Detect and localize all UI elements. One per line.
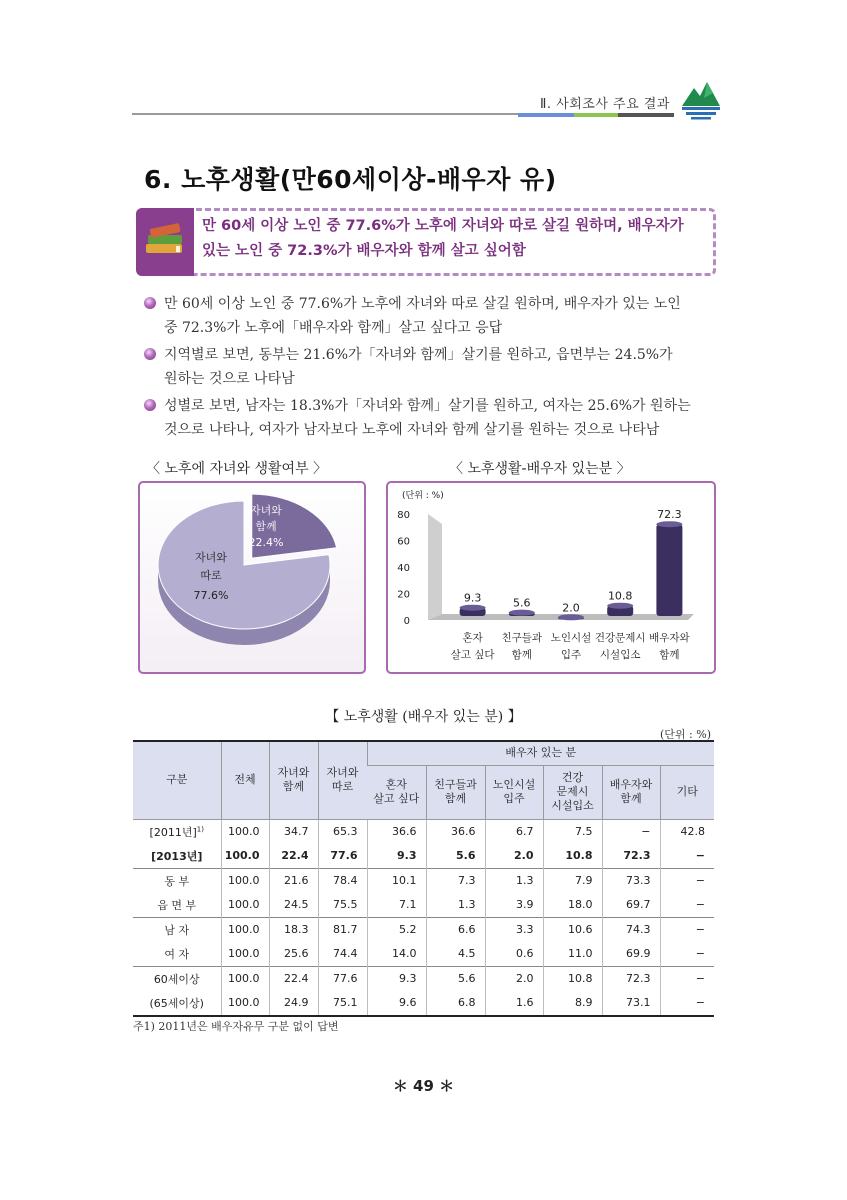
y-tick-label: 80 — [397, 510, 410, 521]
pie-chart-caption: 〈 노후에 자녀와 생활여부 〉 — [146, 461, 328, 477]
bar-chart-y-axis — [397, 510, 410, 627]
bullet-item — [144, 292, 714, 340]
row-label: 여 자 — [164, 947, 190, 961]
header-spouse-group: 배우자 있는 분 — [367, 741, 714, 765]
mountain-logo-icon — [680, 76, 722, 120]
x-tick-label: 시설입소 — [599, 649, 641, 661]
table-cell: − — [660, 966, 714, 991]
bar-cap — [607, 603, 633, 609]
summary-icon-panel — [136, 208, 194, 276]
bar-value-label: 10.8 — [607, 589, 633, 603]
summary-line-1: 만 60세 이상 노인 중 77.6%가 노후에 자녀와 따로 살길 원하며, 배우자가 — [202, 218, 684, 234]
pie-label-apart-2: 따로 — [200, 569, 222, 582]
table-cell: 74.4 — [318, 942, 367, 967]
table-cell: − — [660, 917, 714, 942]
row-label: 동 부 — [133, 868, 221, 893]
table-cell: 3.3 — [485, 917, 543, 942]
table-cell: 73.1 — [602, 991, 660, 1016]
table-cell: 100.0 — [221, 893, 269, 918]
header-health: 건강 문제시 시설입소 — [543, 765, 602, 819]
table-cell: 9.6 — [367, 991, 426, 1016]
table-cell: 2.0 — [485, 966, 543, 991]
x-tick-label: 건강문제시 — [594, 632, 646, 644]
table-cell: 77.6 — [318, 966, 367, 991]
bar-chart-wall — [428, 514, 442, 620]
bullet-item — [144, 343, 714, 391]
table-cell: 0.6 — [485, 942, 543, 967]
row-label: 읍 면 부 — [157, 898, 197, 912]
table-cell: 72.3 — [602, 966, 660, 991]
table-cell: 18.3 — [269, 917, 318, 942]
table-cell: 5.6 — [426, 844, 485, 869]
table-cell: 1.6 — [485, 991, 543, 1016]
table-cell: 2.0 — [485, 844, 543, 869]
header-accent-blue — [518, 113, 574, 117]
table-cell: 18.0 — [543, 893, 602, 918]
bar-chart-x-axis — [451, 631, 691, 661]
table-cell: − — [602, 819, 660, 844]
bar-cap — [509, 610, 535, 616]
table-cell: 7.3 — [426, 868, 485, 893]
x-tick-label: 친구들과 — [501, 632, 543, 644]
table-cell: 11.0 — [543, 942, 602, 967]
y-tick-label: 0 — [403, 616, 410, 627]
pie-value-apart: 77.6% — [193, 589, 229, 602]
y-tick-label: 60 — [397, 536, 410, 548]
table-cell: 72.3 — [602, 844, 660, 869]
bullet-dot-icon — [144, 348, 156, 360]
table-cell: 21.6 — [269, 868, 318, 893]
bar-value-label: 5.6 — [513, 596, 531, 610]
table-cell: 36.6 — [367, 819, 426, 844]
table-cell: 7.1 — [367, 893, 426, 918]
page-number: ＊ 49 ＊ — [392, 1077, 455, 1095]
bullet-line-2: 것으로 나타나, 여자가 남자보다 노후에 자녀와 함께 살기를 원하는 것으로 나타남 — [164, 422, 660, 438]
y-tick-label: 20 — [397, 589, 410, 601]
table-cell: − — [660, 991, 714, 1016]
x-tick-label: 살고 싶다 — [450, 649, 495, 661]
bullet-line-2: 원하는 것으로 나타남 — [164, 371, 295, 387]
table-cell: − — [660, 893, 714, 918]
pie-label-with-2: 함께 — [255, 520, 277, 533]
bar-chart-box — [386, 481, 716, 674]
table-cell: 10.6 — [543, 917, 602, 942]
y-tick-label: 40 — [397, 563, 410, 574]
table-row — [133, 991, 714, 1016]
x-tick-label: 혼자 — [462, 632, 483, 644]
table-row — [133, 917, 714, 942]
table-cell: 8.9 — [543, 991, 602, 1016]
header-other: 기타 — [660, 765, 714, 819]
table-cell: 9.3 — [367, 844, 426, 869]
header-friends: 친구들과 함께 — [426, 765, 485, 819]
table-cell: 100.0 — [221, 942, 269, 967]
table-cell: 100.0 — [221, 991, 269, 1016]
table-cell: 75.5 — [318, 893, 367, 918]
table-cell: 9.3 — [367, 966, 426, 991]
table-cell: 6.6 — [426, 917, 485, 942]
table-cell: − — [660, 942, 714, 967]
table-cell: 10.1 — [367, 868, 426, 893]
summary-text — [202, 214, 707, 264]
row-label: [2013년] — [151, 849, 203, 863]
bullet-line-2: 중 72.3%가 노후에「배우자와 함께」살고 싶다고 응답 — [164, 320, 503, 336]
pie-value-with: 22.4% — [248, 536, 284, 549]
table-cell: 100.0 — [221, 966, 269, 991]
bar-cap — [460, 605, 486, 611]
bar-chart-unit: (단위 : %) — [402, 491, 444, 501]
table-cell: 81.7 — [318, 917, 367, 942]
x-tick-label: 배우자와 — [649, 632, 690, 644]
table-cell: 100.0 — [221, 917, 269, 942]
page-title: 6. 노후생활(만60세이상-배우자 유) — [144, 165, 557, 194]
bar-cap — [558, 614, 584, 620]
bullet-line-1: 지역별로 보면, 동부는 21.6%가「자녀와 함께」살기를 원하고, 읍면부는 24.5%가 — [164, 347, 673, 363]
table-cell: 4.5 — [426, 942, 485, 967]
table-cell: 69.7 — [602, 893, 660, 918]
x-tick-label: 함께 — [511, 649, 532, 661]
table-cell: 36.6 — [426, 819, 485, 844]
table-cell: 77.6 — [318, 844, 367, 869]
table-cell: 73.3 — [602, 868, 660, 893]
header-accent-green — [574, 113, 618, 117]
table-cell: 25.6 — [269, 942, 318, 967]
header-apart: 자녀와 따로 — [318, 741, 367, 819]
table-cell: 74.3 — [602, 917, 660, 942]
header-category: 구분 — [133, 741, 221, 819]
table-unit: (단위 : %) — [660, 728, 711, 741]
header-facility: 노인시설 입주 — [485, 765, 543, 819]
table-cell: 75.1 — [318, 991, 367, 1016]
bullet-dot-icon — [144, 399, 156, 411]
bar-value-label: 9.3 — [463, 591, 482, 605]
bar-cap — [656, 521, 682, 527]
bar-chart — [388, 483, 714, 672]
table-cell: 14.0 — [367, 942, 426, 967]
table-cell: 22.4 — [269, 844, 318, 869]
table-row — [133, 966, 714, 991]
table-title: 【 노후생활 (배우자 있는 분) 】 — [325, 709, 522, 725]
table-cell: 3.9 — [485, 893, 543, 918]
pie-chart — [140, 483, 364, 672]
table-row — [133, 844, 714, 869]
header-total: 전체 — [221, 741, 269, 819]
table-cell: 6.8 — [426, 991, 485, 1016]
table-cell: 7.9 — [543, 868, 602, 893]
pie-label-with-1: 자녀와 — [250, 504, 282, 517]
bullet-line-1: 성별로 보면, 남자는 18.3%가「자녀와 함께」살기를 원하고, 여자는 25.6%가 원하는 — [164, 398, 691, 414]
table-row — [133, 819, 714, 844]
bullet-dot-icon — [144, 297, 156, 309]
x-tick-label: 노인시설 — [550, 632, 592, 644]
pie-label-apart-1: 자녀와 — [195, 551, 227, 564]
row-label: [2011년]$^{1)}$ — [133, 819, 221, 844]
table-cell: 7.5 — [543, 819, 602, 844]
table-cell: 100.0 — [221, 868, 269, 893]
table-cell: 100.0 — [221, 844, 269, 869]
books-icon — [136, 208, 194, 276]
header-spouse: 배우자와 함께 — [602, 765, 660, 819]
x-tick-label: 입주 — [560, 649, 582, 661]
pie-chart-box — [138, 481, 366, 674]
header-with-children: 자녀와 함께 — [269, 741, 318, 819]
table-cell: 22.4 — [269, 966, 318, 991]
summary-line-2: 있는 노인 중 72.3%가 배우자와 함께 살고 싶어함 — [202, 243, 526, 259]
row-label: 남 자 — [133, 917, 221, 942]
bullet-item — [144, 394, 714, 442]
table-cell: 1.3 — [426, 893, 485, 918]
table-cell: 10.8 — [543, 844, 602, 869]
table-cell: 65.3 — [318, 819, 367, 844]
bar-chart-bars — [460, 508, 683, 620]
x-tick-label: 함께 — [659, 649, 680, 661]
header-alone: 혼자 살고 싶다 — [367, 765, 426, 819]
table-cell: 24.5 — [269, 893, 318, 918]
table-cell: 42.8 — [660, 819, 714, 844]
table-cell: − — [660, 844, 714, 869]
table-footnote: 주1) 2011년은 배우자유무 구분 없이 답변 — [133, 1020, 339, 1033]
row-label: (65세이상) — [133, 991, 221, 1016]
table-row — [133, 868, 714, 893]
table-cell: 78.4 — [318, 868, 367, 893]
table-cell: 6.7 — [485, 819, 543, 844]
table-cell: 34.7 — [269, 819, 318, 844]
table-cell: 5.2 — [367, 917, 426, 942]
bar — [656, 524, 682, 616]
bar-value-label: 2.0 — [562, 601, 580, 615]
data-table — [133, 740, 714, 1017]
header-accent-dark — [618, 113, 674, 117]
table-cell: 24.9 — [269, 991, 318, 1016]
row-label: 60세이상 — [133, 966, 221, 991]
table-cell: 10.8 — [543, 966, 602, 991]
table-cell: 69.9 — [602, 942, 660, 967]
bullet-line-1: 만 60세 이상 노인 중 77.6%가 노후에 자녀와 따로 살길 원하며, 배우자가 있는 노인 — [164, 296, 681, 312]
table-cell: − — [660, 868, 714, 893]
section-header: Ⅱ. 사회조사 주요 결과 — [540, 97, 670, 112]
table-row — [133, 942, 714, 967]
table-cell: 5.6 — [426, 966, 485, 991]
table-row — [133, 893, 714, 918]
bar-chart-caption: 〈 노후생활-배우자 있는분 〉 — [449, 461, 631, 477]
bar-value-label: 72.3 — [657, 508, 682, 522]
table-cell: 100.0 — [221, 819, 269, 844]
table-cell: 1.3 — [485, 868, 543, 893]
